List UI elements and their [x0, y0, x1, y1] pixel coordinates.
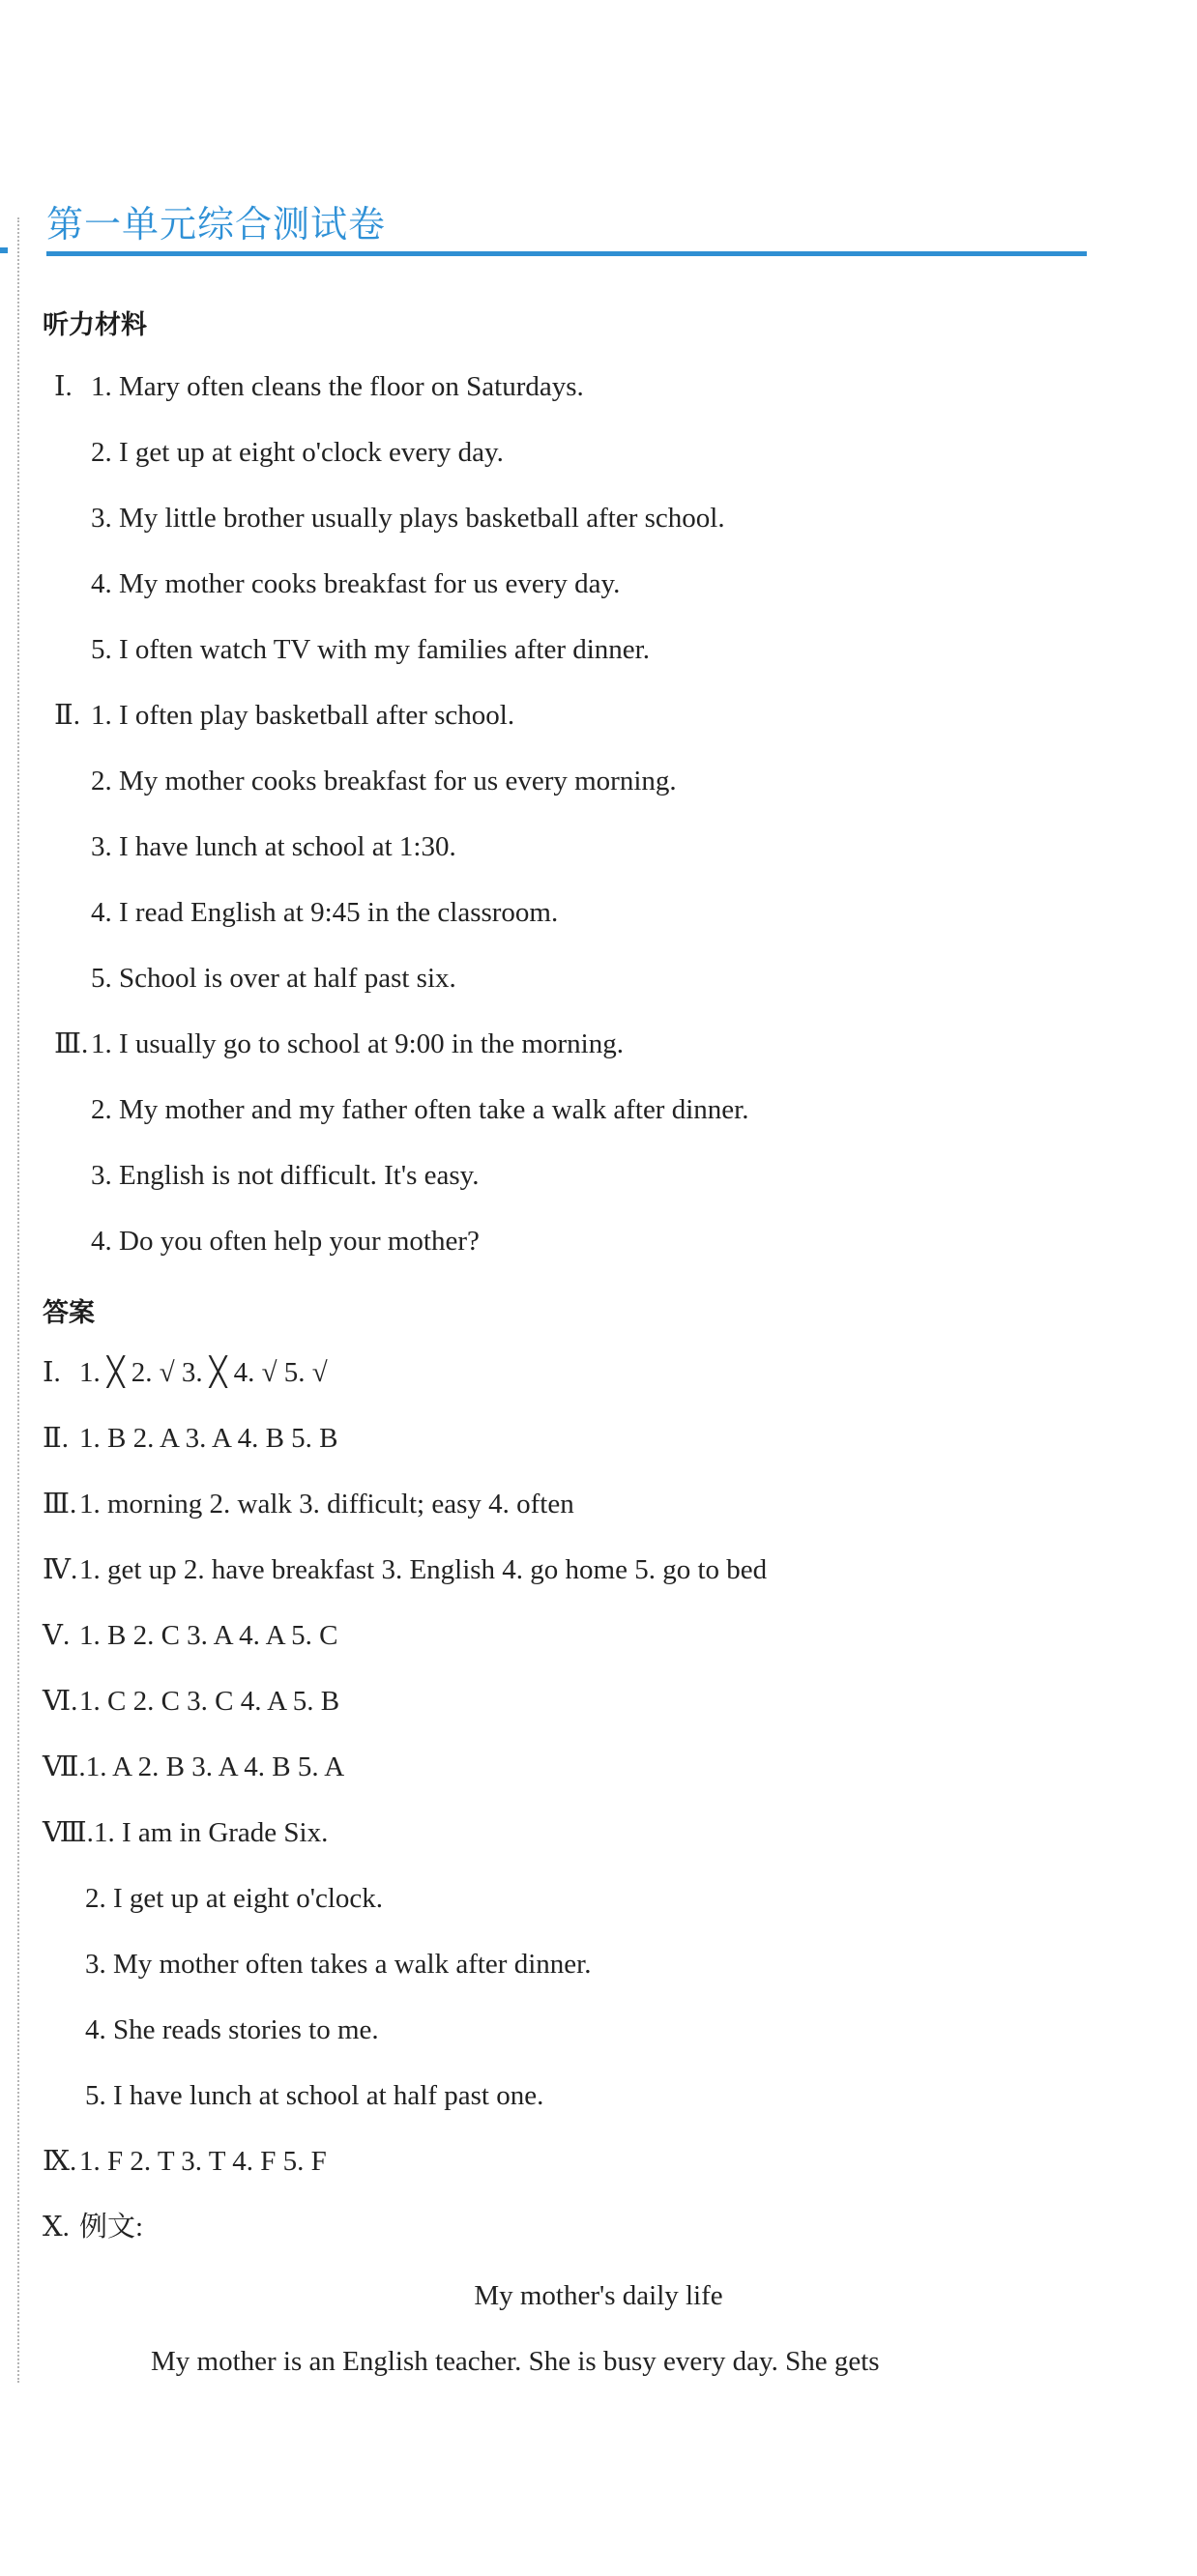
- roman-numeral: Ⅲ.: [43, 1489, 77, 1520]
- roman-numeral: Ⅶ.: [43, 1751, 86, 1782]
- listening-line: 3. My little brother usually plays basketball after school.: [91, 503, 725, 534]
- listening-line: 2. My mother cooks breakfast for us every morning.: [91, 766, 677, 796]
- listening-line: 2. I get up at eight o'clock every day.: [91, 437, 504, 468]
- answer-row: Ⅹ. 例文:: [43, 2208, 143, 2246]
- answer-row: Ⅷ.1. I am in Grade Six.: [43, 1813, 328, 1852]
- listening-line: Ⅰ. 1. Mary often cleans the floor on Saturdays.: [54, 367, 584, 406]
- roman-numeral: Ⅴ.: [43, 1620, 71, 1651]
- listening-line: 5. School is over at half past six.: [91, 963, 456, 994]
- roman-numeral: Ⅲ.: [54, 1028, 89, 1059]
- listening-line: 3. I have lunch at school at 1:30.: [91, 831, 456, 862]
- answer-row: Ⅴ. 1. B 2. C 3. A 4. A 5. C: [43, 1616, 338, 1655]
- answer-row: 3. My mother often takes a walk after dinner.: [85, 1949, 592, 1980]
- answer-row: 5. I have lunch at school at half past one.: [85, 2080, 544, 2111]
- listening-line: 5. I often watch TV with my families after dinner.: [91, 634, 650, 665]
- listening-line: 4. Do you often help your mother?: [91, 1226, 480, 1257]
- roman-numeral: Ⅷ.: [43, 1817, 94, 1848]
- page-title: 第一单元综合测试卷: [46, 203, 387, 246]
- listening-line: Ⅱ. 1. I often play basketball after school.: [54, 696, 514, 735]
- roman-numeral: Ⅸ.: [43, 2146, 77, 2177]
- answer-row: 4. She reads stories to me.: [85, 2014, 379, 2045]
- listening-line: 4. I read English at 9:45 in the classroom.: [91, 897, 559, 928]
- answer-row: 2. I get up at eight o'clock.: [85, 1883, 384, 1914]
- dotted-margin: [17, 217, 19, 2383]
- answers-heading: 答案: [43, 1298, 95, 1328]
- answer-row: Ⅵ.1. C 2. C 3. C 4. A 5. B: [43, 1682, 339, 1721]
- title-block: [46, 199, 1087, 259]
- title-underline: [46, 251, 1087, 256]
- answer-row: Ⅳ.1. get up 2. have breakfast 3. English 4. go home 5. go to bed: [43, 1550, 767, 1589]
- listening-line: 2. My mother and my father often take a walk after dinner.: [91, 1094, 749, 1125]
- essay-paragraph: My mother is an English teacher. She is busy every day. She gets: [151, 2346, 880, 2377]
- listening-line: 3. English is not difficult. It's easy.: [91, 1160, 480, 1191]
- roman-numeral: Ⅰ.: [43, 1357, 61, 1388]
- roman-numeral: Ⅳ.: [43, 1554, 78, 1585]
- listening-heading: 听力材料: [43, 310, 147, 340]
- roman-numeral: Ⅹ.: [43, 2212, 70, 2243]
- answer-row: Ⅰ. 1. ╳ 2. √ 3. ╳ 4. √ 5. √: [43, 1353, 328, 1392]
- answer-row: Ⅲ.1. morning 2. walk 3. difficult; easy 4. often: [43, 1485, 574, 1523]
- answer-row: Ⅶ.1. A 2. B 3. A 4. B 5. A: [43, 1748, 344, 1786]
- listening-line: 4. My mother cooks breakfast for us every day.: [91, 568, 621, 599]
- roman-numeral: Ⅰ.: [54, 371, 73, 402]
- listening-line: Ⅲ.1. I usually go to school at 9:00 in the morning.: [54, 1025, 624, 1063]
- answer-row: Ⅸ.1. F 2. T 3. T 4. F 5. F: [43, 2142, 327, 2181]
- roman-numeral: Ⅵ.: [43, 1686, 78, 1717]
- margin-tick: [0, 247, 8, 253]
- essay-title: My mother's daily life: [474, 2280, 723, 2311]
- roman-numeral: Ⅱ.: [43, 1423, 69, 1454]
- roman-numeral: Ⅱ.: [54, 700, 80, 731]
- answer-row: Ⅱ. 1. B 2. A 3. A 4. B 5. B: [43, 1419, 338, 1458]
